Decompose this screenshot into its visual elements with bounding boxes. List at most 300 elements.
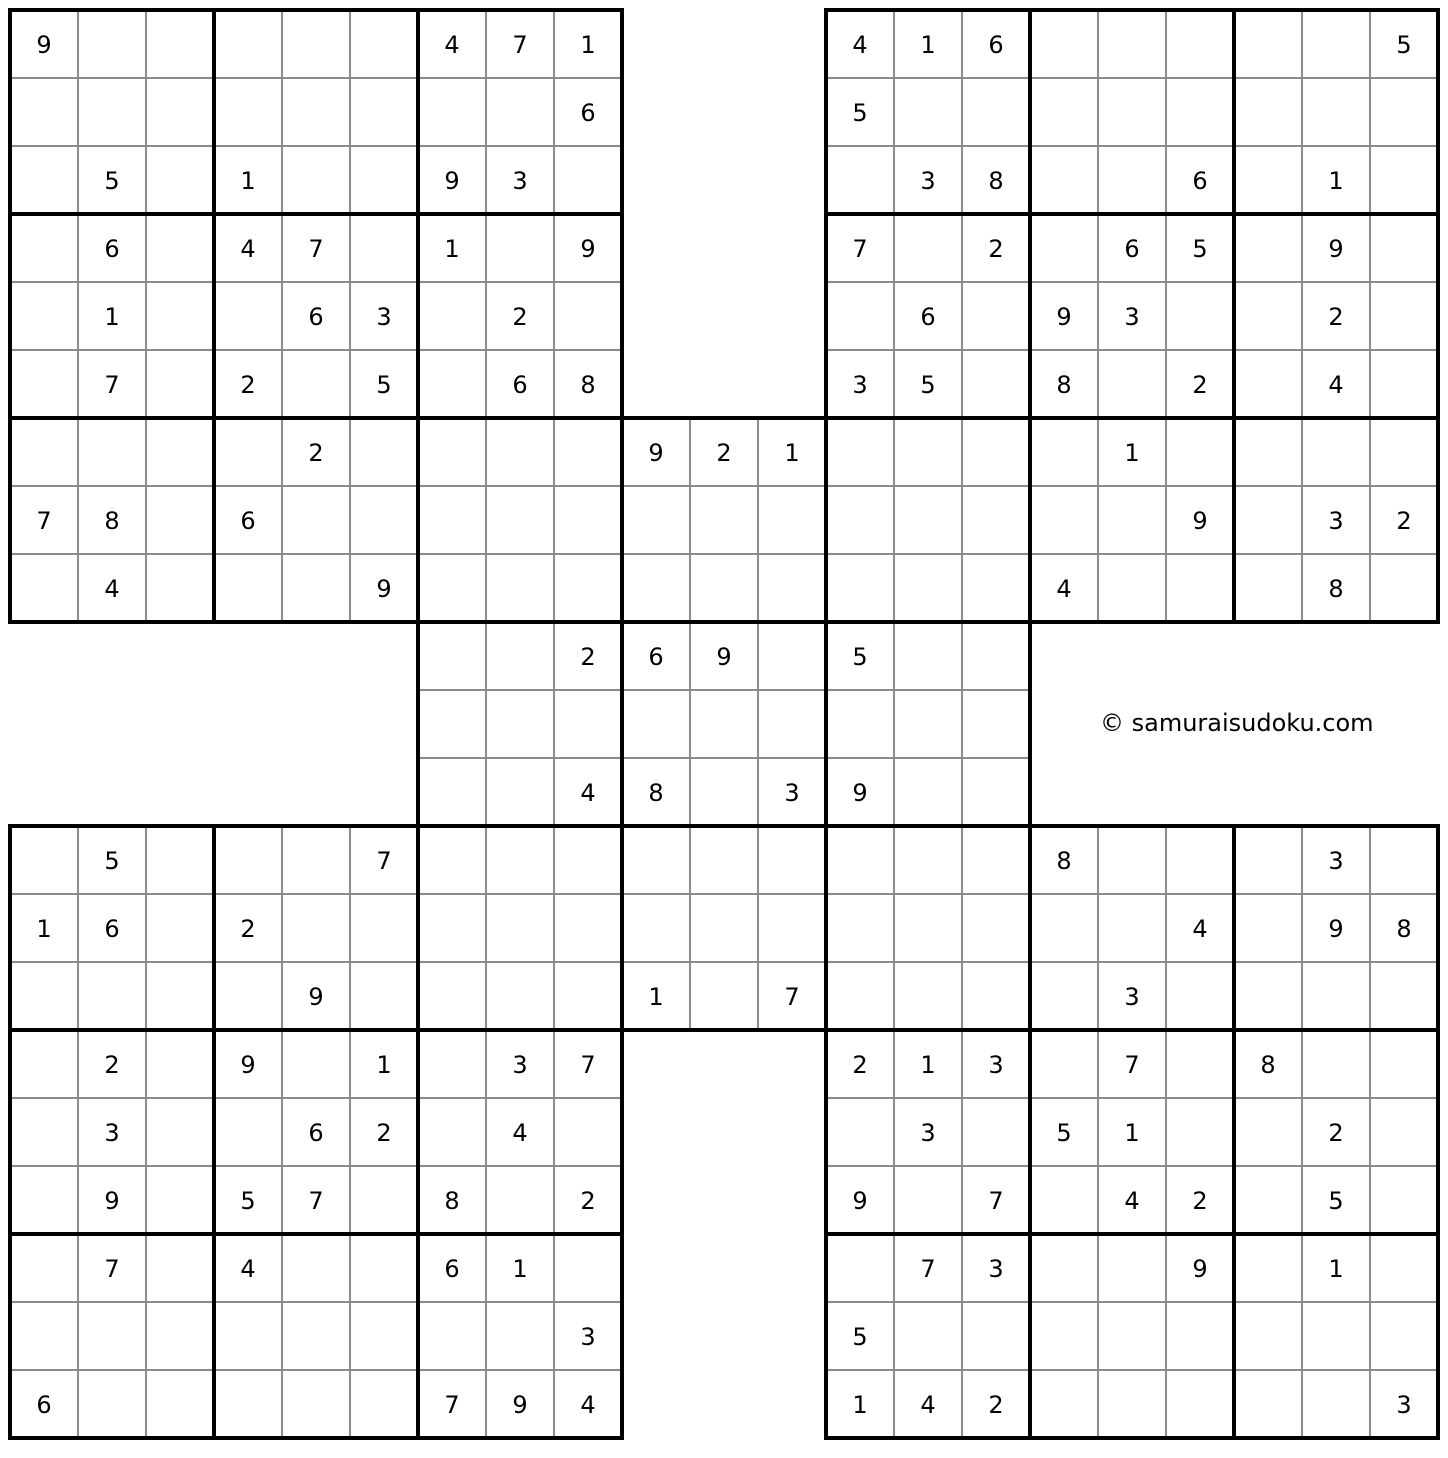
sudoku-cell[interactable]	[350, 1166, 418, 1234]
sudoku-cell[interactable]	[962, 758, 1030, 826]
sudoku-cell[interactable]	[146, 146, 214, 214]
sudoku-cell[interactable]	[1166, 1030, 1234, 1098]
given-digit: 6	[104, 915, 120, 943]
sudoku-cell[interactable]	[78, 78, 146, 146]
given-digit: 7	[580, 1051, 596, 1079]
sudoku-cell[interactable]	[758, 690, 826, 758]
sudoku-cell[interactable]	[350, 214, 418, 282]
sudoku-cell[interactable]	[826, 962, 894, 1030]
sudoku-cell[interactable]	[418, 78, 486, 146]
sudoku-cell[interactable]	[214, 1302, 282, 1370]
sudoku-cell[interactable]	[622, 826, 690, 894]
sudoku-cell[interactable]	[826, 1098, 894, 1166]
given-digit: 1	[920, 1051, 936, 1079]
sudoku-cell[interactable]	[486, 554, 554, 622]
sudoku-cell[interactable]	[826, 690, 894, 758]
sudoku-cell[interactable]	[146, 1302, 214, 1370]
sudoku-cell[interactable]	[1098, 826, 1166, 894]
sudoku-cell[interactable]	[1030, 10, 1098, 78]
sudoku-cell[interactable]	[1234, 1234, 1302, 1302]
sudoku-cell[interactable]	[78, 1302, 146, 1370]
sudoku-cell[interactable]	[418, 1302, 486, 1370]
sudoku-cell[interactable]	[1166, 282, 1234, 350]
sudoku-cell[interactable]	[1370, 554, 1438, 622]
given-digit: 9	[852, 779, 868, 807]
sudoku-cell[interactable]	[1166, 554, 1234, 622]
sudoku-cell[interactable]	[10, 146, 78, 214]
sudoku-cell[interactable]	[214, 1370, 282, 1438]
sudoku-cell[interactable]	[418, 758, 486, 826]
sudoku-cell[interactable]	[78, 10, 146, 78]
sudoku-cell[interactable]	[1234, 1098, 1302, 1166]
sudoku-cell[interactable]	[962, 486, 1030, 554]
sudoku-cell[interactable]	[10, 78, 78, 146]
sudoku-cell[interactable]	[486, 486, 554, 554]
sudoku-cell[interactable]	[1302, 1302, 1370, 1370]
given-digit: 8	[104, 507, 120, 535]
sudoku-cell[interactable]	[1030, 78, 1098, 146]
sudoku-cell[interactable]	[554, 690, 622, 758]
given-digit: 9	[1192, 507, 1208, 535]
sudoku-cell[interactable]	[1166, 962, 1234, 1030]
sudoku-cell[interactable]	[894, 418, 962, 486]
sudoku-cell[interactable]	[962, 622, 1030, 690]
sudoku-cell[interactable]	[962, 962, 1030, 1030]
sudoku-cell[interactable]	[826, 146, 894, 214]
sudoku-cell[interactable]	[146, 826, 214, 894]
given-digit: 2	[988, 1391, 1004, 1419]
sudoku-cell[interactable]	[894, 486, 962, 554]
given-digit: 9	[648, 439, 664, 467]
sudoku-cell[interactable]	[282, 146, 350, 214]
sudoku-cell[interactable]	[690, 690, 758, 758]
given-digit: 4	[580, 1391, 596, 1419]
sudoku-cell[interactable]	[962, 894, 1030, 962]
sudoku-cell[interactable]	[1166, 78, 1234, 146]
sudoku-cell[interactable]	[146, 486, 214, 554]
given-digit: 4	[1328, 371, 1344, 399]
given-digit: 3	[988, 1255, 1004, 1283]
sudoku-cell[interactable]	[1370, 1166, 1438, 1234]
sudoku-cell[interactable]	[1234, 78, 1302, 146]
sudoku-cell[interactable]	[10, 350, 78, 418]
sudoku-cell[interactable]	[554, 962, 622, 1030]
sudoku-cell[interactable]	[146, 282, 214, 350]
given-digit: 8	[1056, 371, 1072, 399]
sudoku-cell[interactable]	[894, 78, 962, 146]
sudoku-cell[interactable]	[1030, 1166, 1098, 1234]
sudoku-cell[interactable]	[1030, 418, 1098, 486]
sudoku-cell[interactable]	[282, 826, 350, 894]
sudoku-cell[interactable]	[894, 622, 962, 690]
given-digit: 1	[1124, 439, 1140, 467]
sudoku-cell[interactable]	[826, 486, 894, 554]
given-digit: 2	[1396, 507, 1412, 535]
sudoku-cell[interactable]	[1234, 10, 1302, 78]
sudoku-cell[interactable]	[486, 622, 554, 690]
sudoku-cell[interactable]	[1302, 418, 1370, 486]
given-digit: 1	[784, 439, 800, 467]
sudoku-cell[interactable]	[146, 418, 214, 486]
sudoku-cell[interactable]	[418, 1098, 486, 1166]
sudoku-cell[interactable]	[1098, 350, 1166, 418]
sudoku-cell[interactable]	[214, 418, 282, 486]
sudoku-cell[interactable]	[758, 826, 826, 894]
sudoku-cell[interactable]	[418, 962, 486, 1030]
sudoku-cell[interactable]	[214, 282, 282, 350]
sudoku-cell[interactable]	[758, 486, 826, 554]
sudoku-cell[interactable]	[826, 1234, 894, 1302]
sudoku-cell[interactable]	[1166, 1370, 1234, 1438]
sudoku-cell[interactable]	[418, 418, 486, 486]
given-digit: 1	[36, 915, 52, 943]
sudoku-cell[interactable]	[962, 690, 1030, 758]
sudoku-cell[interactable]	[282, 10, 350, 78]
given-digit: 4	[580, 779, 596, 807]
sudoku-cell[interactable]	[554, 1098, 622, 1166]
sudoku-cell[interactable]	[1234, 826, 1302, 894]
sudoku-cell[interactable]	[146, 554, 214, 622]
sudoku-cell[interactable]	[690, 894, 758, 962]
given-digit: 3	[920, 1119, 936, 1147]
sudoku-cell[interactable]	[622, 894, 690, 962]
sudoku-cell[interactable]	[1030, 1234, 1098, 1302]
sudoku-cell[interactable]	[894, 214, 962, 282]
sudoku-cell[interactable]	[10, 554, 78, 622]
given-digit: 7	[988, 1187, 1004, 1215]
sudoku-cell[interactable]	[1234, 486, 1302, 554]
sudoku-cell[interactable]	[1370, 78, 1438, 146]
sudoku-cell[interactable]	[282, 1234, 350, 1302]
given-digit: 2	[580, 643, 596, 671]
sudoku-cell[interactable]	[1030, 486, 1098, 554]
given-digit: 2	[1192, 1187, 1208, 1215]
sudoku-cell[interactable]	[214, 78, 282, 146]
sudoku-cell[interactable]	[554, 146, 622, 214]
sudoku-cell[interactable]	[486, 78, 554, 146]
sudoku-cell[interactable]	[1166, 1302, 1234, 1370]
sudoku-cell[interactable]	[622, 486, 690, 554]
given-digit: 9	[308, 983, 324, 1011]
sudoku-cell[interactable]	[1098, 10, 1166, 78]
sudoku-cell[interactable]	[1234, 1302, 1302, 1370]
sudoku-cell[interactable]	[418, 1030, 486, 1098]
sudoku-cell[interactable]	[10, 1030, 78, 1098]
sudoku-cell[interactable]	[1098, 1234, 1166, 1302]
sudoku-cell[interactable]	[486, 214, 554, 282]
sudoku-cell[interactable]	[826, 418, 894, 486]
sudoku-cell[interactable]	[350, 1370, 418, 1438]
sudoku-cell[interactable]	[350, 894, 418, 962]
given-digit: 4	[240, 1255, 256, 1283]
sudoku-cell[interactable]	[690, 826, 758, 894]
sudoku-cell[interactable]	[146, 78, 214, 146]
sudoku-cell[interactable]	[1370, 282, 1438, 350]
sudoku-cell[interactable]	[78, 962, 146, 1030]
sudoku-cell[interactable]	[10, 1234, 78, 1302]
sudoku-cell[interactable]	[486, 826, 554, 894]
sudoku-cell[interactable]	[486, 690, 554, 758]
sudoku-cell[interactable]	[146, 894, 214, 962]
sudoku-cell[interactable]	[1370, 214, 1438, 282]
sudoku-cell[interactable]	[146, 350, 214, 418]
sudoku-cell[interactable]	[1098, 486, 1166, 554]
sudoku-cell[interactable]	[350, 1302, 418, 1370]
sudoku-cell[interactable]	[282, 554, 350, 622]
given-digit: 2	[1192, 371, 1208, 399]
sudoku-cell[interactable]	[282, 1030, 350, 1098]
sudoku-cell[interactable]	[1098, 554, 1166, 622]
sudoku-cell[interactable]	[350, 418, 418, 486]
sudoku-cell[interactable]	[1370, 350, 1438, 418]
sudoku-cell[interactable]	[146, 1370, 214, 1438]
sudoku-cell[interactable]	[894, 1166, 962, 1234]
sudoku-cell[interactable]	[10, 1098, 78, 1166]
sudoku-cell[interactable]	[690, 486, 758, 554]
sudoku-cell[interactable]	[1166, 1098, 1234, 1166]
sudoku-cell[interactable]	[1098, 894, 1166, 962]
sudoku-cell[interactable]	[894, 962, 962, 1030]
sudoku-cell[interactable]	[1030, 1030, 1098, 1098]
sudoku-cell[interactable]	[962, 1098, 1030, 1166]
sudoku-cell[interactable]	[690, 554, 758, 622]
sudoku-cell[interactable]	[10, 1302, 78, 1370]
given-digit: 9	[852, 1187, 868, 1215]
sudoku-cell[interactable]	[622, 690, 690, 758]
sudoku-cell[interactable]	[486, 418, 554, 486]
sudoku-cell[interactable]	[1098, 78, 1166, 146]
sudoku-cell[interactable]	[554, 486, 622, 554]
sudoku-cell[interactable]	[622, 554, 690, 622]
sudoku-cell[interactable]	[554, 1234, 622, 1302]
given-digit: 8	[1056, 847, 1072, 875]
sudoku-cell[interactable]	[78, 1370, 146, 1438]
sudoku-cell[interactable]	[350, 10, 418, 78]
sudoku-cell[interactable]	[554, 826, 622, 894]
sudoku-cell[interactable]	[486, 1166, 554, 1234]
sudoku-cell[interactable]	[146, 962, 214, 1030]
sudoku-cell[interactable]	[1098, 146, 1166, 214]
sudoku-cell[interactable]	[10, 214, 78, 282]
sudoku-cell[interactable]	[1370, 146, 1438, 214]
sudoku-cell[interactable]	[418, 894, 486, 962]
sudoku-cell[interactable]	[1030, 146, 1098, 214]
given-digit: 9	[444, 167, 460, 195]
sudoku-cell[interactable]	[146, 1166, 214, 1234]
sudoku-cell[interactable]	[1030, 962, 1098, 1030]
given-digit: 1	[240, 167, 256, 195]
sudoku-cell[interactable]	[418, 690, 486, 758]
given-digit: 4	[1124, 1187, 1140, 1215]
sudoku-cell[interactable]	[350, 486, 418, 554]
sudoku-cell[interactable]	[282, 1370, 350, 1438]
sudoku-cell[interactable]	[690, 962, 758, 1030]
sudoku-cell[interactable]	[282, 486, 350, 554]
sudoku-cell[interactable]	[1166, 418, 1234, 486]
sudoku-cell[interactable]	[1030, 894, 1098, 962]
sudoku-cell[interactable]	[486, 894, 554, 962]
sudoku-cell[interactable]	[146, 1098, 214, 1166]
sudoku-cell[interactable]	[486, 758, 554, 826]
sudoku-cell[interactable]	[418, 622, 486, 690]
sudoku-cell[interactable]	[486, 1302, 554, 1370]
sudoku-cell[interactable]	[10, 282, 78, 350]
given-digit: 5	[920, 371, 936, 399]
given-digit: 4	[104, 575, 120, 603]
sudoku-cell[interactable]	[10, 826, 78, 894]
sudoku-cell[interactable]	[1234, 146, 1302, 214]
sudoku-cell[interactable]	[1030, 1302, 1098, 1370]
sudoku-cell[interactable]	[1302, 1030, 1370, 1098]
sudoku-cell[interactable]	[1302, 962, 1370, 1030]
given-digit: 3	[920, 167, 936, 195]
given-digit: 7	[36, 507, 52, 535]
sudoku-cell[interactable]	[1302, 78, 1370, 146]
given-digit: 6	[36, 1391, 52, 1419]
sudoku-cell[interactable]	[1098, 1370, 1166, 1438]
sudoku-cell[interactable]	[1166, 826, 1234, 894]
sudoku-cell[interactable]	[1234, 1370, 1302, 1438]
sudoku-cell[interactable]	[826, 894, 894, 962]
sudoku-cell[interactable]	[826, 282, 894, 350]
sudoku-cell[interactable]	[1234, 554, 1302, 622]
sudoku-cell[interactable]	[962, 826, 1030, 894]
sudoku-cell[interactable]	[1234, 418, 1302, 486]
sudoku-cell[interactable]	[962, 350, 1030, 418]
sudoku-cell[interactable]	[1302, 1370, 1370, 1438]
given-digit: 1	[444, 235, 460, 263]
sudoku-cell[interactable]	[1370, 1234, 1438, 1302]
sudoku-cell[interactable]	[826, 826, 894, 894]
sudoku-cell[interactable]	[1370, 962, 1438, 1030]
given-digit: 1	[376, 1051, 392, 1079]
sudoku-cell[interactable]	[894, 1302, 962, 1370]
sudoku-cell[interactable]	[1370, 826, 1438, 894]
sudoku-cell[interactable]	[214, 10, 282, 78]
given-digit: 7	[376, 847, 392, 875]
given-digit: 4	[512, 1119, 528, 1147]
given-digit: 3	[852, 371, 868, 399]
sudoku-cell[interactable]	[418, 826, 486, 894]
sudoku-cell[interactable]	[894, 554, 962, 622]
sudoku-cell[interactable]	[10, 962, 78, 1030]
given-digit: 6	[1192, 167, 1208, 195]
given-digit: 8	[1260, 1051, 1276, 1079]
sudoku-cell[interactable]	[486, 962, 554, 1030]
sudoku-cell[interactable]	[1234, 282, 1302, 350]
sudoku-cell[interactable]	[146, 1030, 214, 1098]
sudoku-cell[interactable]	[350, 1234, 418, 1302]
sudoku-cell[interactable]	[214, 826, 282, 894]
given-digit: 1	[920, 31, 936, 59]
given-digit: 9	[1328, 235, 1344, 263]
given-digit: 3	[1396, 1391, 1412, 1419]
sudoku-cell[interactable]	[826, 554, 894, 622]
sudoku-cell[interactable]	[350, 962, 418, 1030]
sudoku-cell[interactable]	[690, 758, 758, 826]
sudoku-cell[interactable]	[1370, 1030, 1438, 1098]
given-digit: 5	[376, 371, 392, 399]
given-digit: 6	[444, 1255, 460, 1283]
given-digit: 4	[240, 235, 256, 263]
sudoku-cell[interactable]	[894, 758, 962, 826]
given-digit: 5	[1396, 31, 1412, 59]
sudoku-cell[interactable]	[1370, 1098, 1438, 1166]
sudoku-cell[interactable]	[10, 1166, 78, 1234]
sudoku-cell[interactable]	[1098, 1302, 1166, 1370]
sudoku-cell[interactable]	[894, 690, 962, 758]
sudoku-cell[interactable]	[1234, 894, 1302, 962]
sudoku-cell[interactable]	[554, 418, 622, 486]
sudoku-cell[interactable]	[554, 894, 622, 962]
sudoku-cell[interactable]	[146, 10, 214, 78]
sudoku-cell[interactable]	[1234, 214, 1302, 282]
sudoku-cell[interactable]	[214, 1098, 282, 1166]
given-digit: 8	[988, 167, 1004, 195]
sudoku-cell[interactable]	[418, 282, 486, 350]
sudoku-cell[interactable]	[758, 622, 826, 690]
given-digit: 6	[988, 31, 1004, 59]
given-digit: 7	[308, 235, 324, 263]
sudoku-cell[interactable]	[962, 418, 1030, 486]
sudoku-cell[interactable]	[282, 350, 350, 418]
sudoku-cell[interactable]	[214, 962, 282, 1030]
sudoku-cell[interactable]	[350, 146, 418, 214]
sudoku-cell[interactable]	[894, 894, 962, 962]
given-digit: 9	[1056, 303, 1072, 331]
sudoku-cell[interactable]	[1302, 10, 1370, 78]
sudoku-cell[interactable]	[1370, 418, 1438, 486]
sudoku-cell[interactable]	[1030, 1370, 1098, 1438]
sudoku-cell[interactable]	[894, 826, 962, 894]
sudoku-cell[interactable]	[282, 78, 350, 146]
sudoku-cell[interactable]	[1370, 1302, 1438, 1370]
sudoku-cell[interactable]	[962, 282, 1030, 350]
sudoku-cell[interactable]	[962, 554, 1030, 622]
given-digit: 9	[1192, 1255, 1208, 1283]
sudoku-cell[interactable]	[1166, 10, 1234, 78]
sudoku-cell[interactable]	[758, 894, 826, 962]
sudoku-cell[interactable]	[418, 554, 486, 622]
sudoku-cell[interactable]	[78, 418, 146, 486]
given-digit: 3	[1328, 847, 1344, 875]
sudoku-cell[interactable]	[282, 894, 350, 962]
sudoku-cell[interactable]	[282, 1302, 350, 1370]
given-digit: 6	[512, 371, 528, 399]
sudoku-cell[interactable]	[1234, 962, 1302, 1030]
given-digit: 9	[1328, 915, 1344, 943]
sudoku-cell[interactable]	[10, 418, 78, 486]
sudoku-cell[interactable]	[1234, 1166, 1302, 1234]
sudoku-cell[interactable]	[1030, 214, 1098, 282]
sudoku-cell[interactable]	[350, 78, 418, 146]
sudoku-cell[interactable]	[146, 1234, 214, 1302]
sudoku-cell[interactable]	[418, 350, 486, 418]
sudoku-cell[interactable]	[554, 282, 622, 350]
sudoku-cell[interactable]	[962, 78, 1030, 146]
sudoku-cell[interactable]	[758, 554, 826, 622]
sudoku-cell[interactable]	[554, 554, 622, 622]
given-digit: 7	[852, 235, 868, 263]
sudoku-cell[interactable]	[1234, 350, 1302, 418]
given-digit: 6	[920, 303, 936, 331]
given-digit: 2	[512, 303, 528, 331]
sudoku-cell[interactable]	[962, 1302, 1030, 1370]
sudoku-cell[interactable]	[418, 486, 486, 554]
sudoku-cell[interactable]	[146, 214, 214, 282]
sudoku-cell[interactable]	[214, 554, 282, 622]
given-digit: 2	[240, 915, 256, 943]
